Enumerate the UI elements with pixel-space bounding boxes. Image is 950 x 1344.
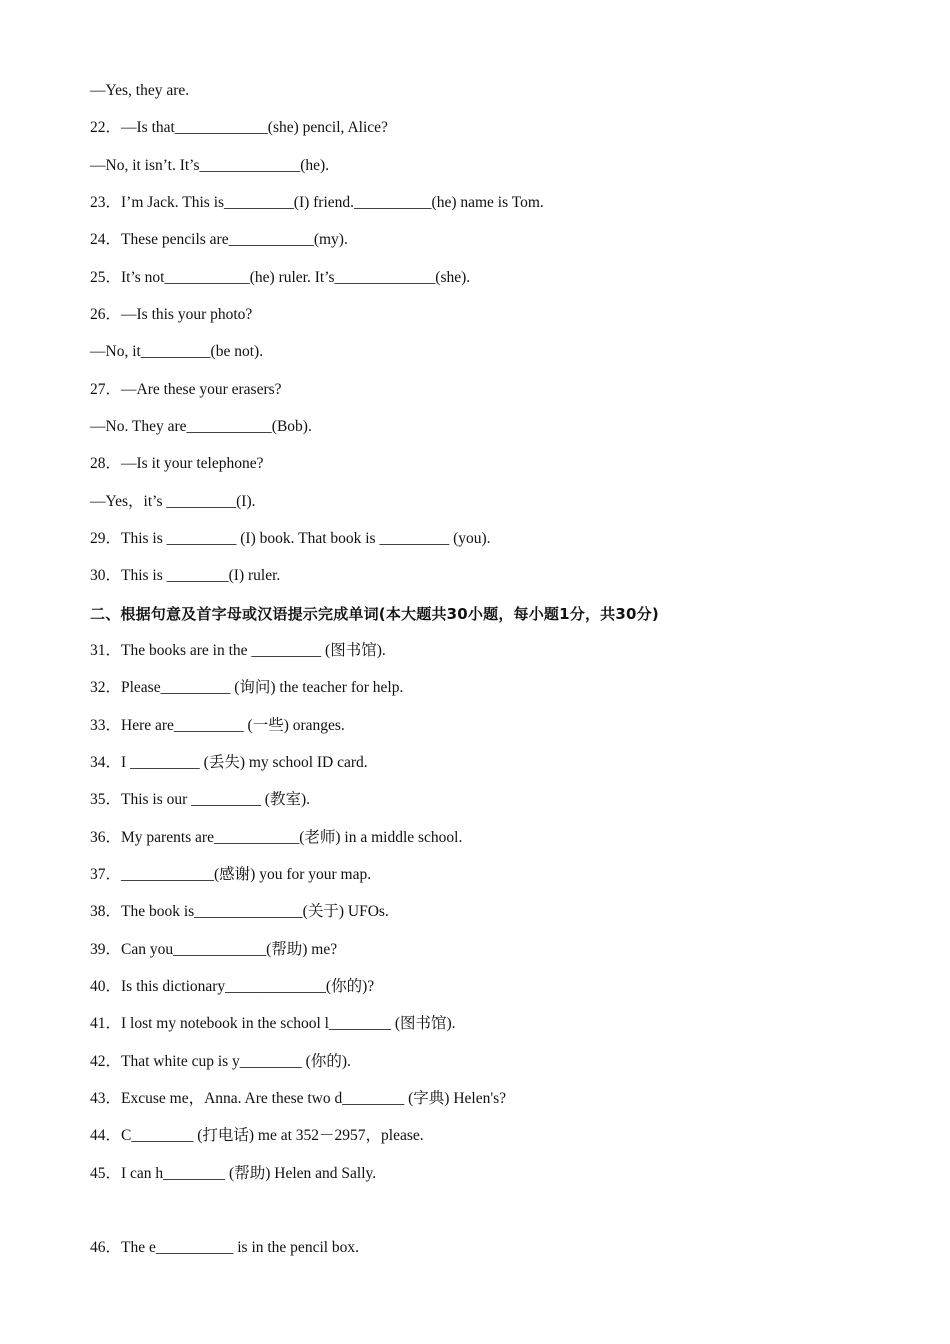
- question-42: 42．That white cup is y________ (你的).: [90, 1053, 351, 1070]
- question-41: 41．I lost my notebook in the school l________ (图书馆).: [90, 1015, 456, 1032]
- question-43: 43．Excuse me，Anna. Are these two d________ (字典) Helen's?: [90, 1090, 507, 1107]
- question-23: 23．I’m Jack. This is_________(I) friend.__________(he) name is Tom.: [90, 194, 544, 211]
- answer-line: —Yes, they are.: [90, 82, 190, 99]
- question-34: 34．I _________ (丢失) my school ID card.: [90, 754, 368, 771]
- answer-line: —No, it isn’t. It’s_____________(he).: [90, 157, 330, 174]
- question-28: 28．—Is it your telephone?: [90, 455, 264, 472]
- question-35: 35．This is our _________ (教室).: [90, 791, 311, 808]
- question-29: 29．This is _________ (I) book. That book is _________ (you).: [90, 530, 491, 547]
- question-39: 39．Can you____________(帮助) me?: [90, 941, 338, 958]
- question-31: 31．The books are in the _________ (图书馆).: [90, 642, 386, 659]
- section-heading: 二、根据句意及首字母或汉语提示完成单词(本大题共30小题，每小题1分，共30分): [90, 605, 659, 623]
- question-32: 32．Please_________ (询问) the teacher for help.: [90, 679, 404, 696]
- question-27: 27．—Are these your erasers?: [90, 381, 282, 398]
- answer-line: —Yes，it’s _________(I).: [90, 493, 256, 510]
- question-26: 26．—Is this your photo?: [90, 306, 253, 323]
- question-40: 40．Is this dictionary_____________(你的)?: [90, 978, 375, 995]
- answer-line: —No, it_________(be not).: [90, 343, 264, 360]
- question-45: 45．I can h________ (帮助) Helen and Sally.: [90, 1165, 377, 1182]
- question-33: 33．Here are_________ (一些) oranges.: [90, 717, 345, 734]
- question-46: 46．The e__________ is in the pencil box.: [90, 1239, 360, 1256]
- question-22: 22．—Is that____________(she) pencil, Alice?: [90, 119, 388, 136]
- question-30: 30．This is ________(I) ruler.: [90, 567, 281, 584]
- question-44: 44．C________ (打电话) me at 352－2957，please.: [90, 1127, 424, 1144]
- question-25: 25．It’s not___________(he) ruler. It’s_____________(she).: [90, 269, 471, 286]
- question-24: 24．These pencils are___________(my).: [90, 231, 348, 248]
- answer-line: —No. They are___________(Bob).: [90, 418, 312, 435]
- question-36: 36．My parents are___________(老师) in a middle school.: [90, 829, 463, 846]
- question-37: 37．____________(感谢) you for your map.: [90, 866, 372, 883]
- question-38: 38．The book is______________(关于) UFOs.: [90, 903, 389, 920]
